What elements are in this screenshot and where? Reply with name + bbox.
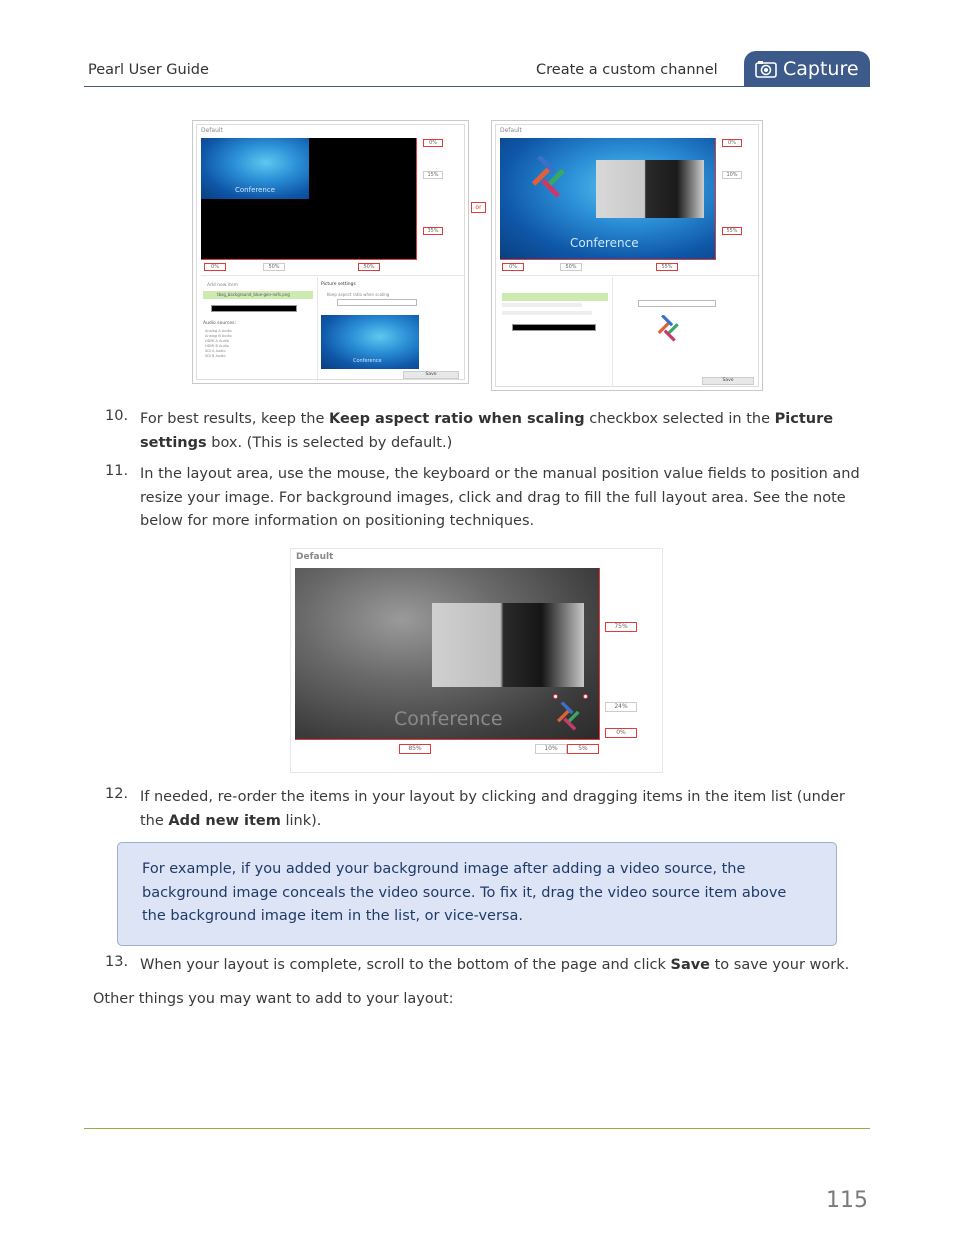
- step-number: 13.: [105, 954, 129, 970]
- step-text-part: checkbox selected in the: [584, 411, 775, 427]
- step-text: [140, 954, 860, 978]
- add-item-link: Add new item: [207, 283, 239, 288]
- step-bold-term: Picture settings: [140, 411, 834, 451]
- keep-aspect-label: Keep aspect ratio when scaling: [327, 292, 390, 297]
- closing-text: Other things you may want to add to your layout:: [93, 991, 454, 1007]
- bottom-field: 85%: [399, 744, 431, 754]
- right-field: 24%: [605, 702, 637, 712]
- step-text-part: to save your work.: [710, 957, 850, 973]
- color-select: [512, 324, 596, 331]
- image-select: [638, 300, 716, 307]
- audio-sources-label: Audio sources:: [203, 321, 237, 326]
- right-field: 0%: [423, 139, 443, 147]
- audio-item: HDMI B Audio: [205, 344, 229, 348]
- color-select: [211, 305, 297, 312]
- bottom-field: 10%: [535, 744, 567, 754]
- step-text-part: link).: [280, 812, 322, 829]
- bottom-field: 55%: [656, 263, 678, 271]
- right-field: 35%: [423, 227, 443, 235]
- layout-screenshot-2: [290, 548, 663, 773]
- video-thumb-grey: [432, 603, 584, 687]
- bottom-field: 50%: [560, 263, 582, 271]
- picture-preview: [321, 315, 419, 369]
- step-bold-term: Save: [670, 957, 711, 973]
- right-field: 15%: [423, 171, 443, 179]
- epiphan-logo: [526, 156, 570, 200]
- right-field: 55%: [722, 227, 742, 235]
- list-item-label: tbsg_background_blue-gen-nofs.png: [217, 292, 290, 297]
- save-button: [403, 371, 459, 379]
- layout-title: Default: [500, 127, 522, 134]
- image-select: [337, 299, 417, 306]
- canvas-border-right: [715, 138, 716, 260]
- save-button: [702, 377, 754, 385]
- bottom-field: 50%: [358, 263, 380, 271]
- layout-canvas: [500, 138, 716, 260]
- step-number: 10.: [105, 408, 129, 424]
- step-text: In the layout area, use the mouse, the keyboard or the manual position value fields to position and resize your image. For background images, click and drag to fill the full layout area. See the note below for more information on positioning techniques.: [140, 466, 860, 529]
- step-number: 11.: [105, 463, 129, 479]
- canvas-border-right: [416, 138, 417, 260]
- list-item-selected: [203, 291, 313, 299]
- divider: [500, 275, 760, 276]
- list-item-selected: [502, 293, 608, 301]
- preview-overlay-text: Conference: [353, 358, 382, 364]
- overlay-text: Conference: [394, 708, 503, 730]
- save-button-label: Save: [722, 378, 734, 383]
- page-number: 115: [826, 1188, 868, 1213]
- canvas-border-right: [599, 568, 600, 740]
- canvas-border-bottom: [201, 259, 417, 260]
- bottom-field: 0%: [502, 263, 524, 271]
- step-bold-term: Keep aspect ratio when scaling: [328, 411, 585, 427]
- or-label: or: [471, 202, 486, 213]
- background-image-thumb: [201, 138, 309, 199]
- layout-canvas-grey: [295, 568, 600, 740]
- layout-screenshot-right: [491, 120, 763, 391]
- epiphan-logo: [553, 702, 583, 732]
- footer-rule: [84, 1128, 870, 1129]
- camera-icon: [755, 60, 777, 78]
- right-field: 0%: [605, 728, 637, 738]
- divider: [201, 275, 465, 276]
- step-text-part: If needed, re-order the items in your layout by clicking and dragging items in the item list (under the: [140, 789, 845, 829]
- right-field: 0%: [722, 139, 742, 147]
- step-bold-term: Add new item: [168, 812, 281, 829]
- audio-item: SDI B Audio: [205, 354, 226, 358]
- step-text-part: box. (This is selected by default.): [206, 434, 453, 451]
- step-text-part: For best results, keep the: [140, 411, 329, 427]
- audio-item: Analog A Audio: [205, 329, 232, 333]
- note-box: [117, 842, 837, 946]
- audio-item: SDI A Audio: [205, 349, 226, 353]
- video-thumb: [596, 160, 704, 218]
- picture-preview-logo: [654, 315, 682, 343]
- audio-item: Analog B Audio: [205, 334, 232, 338]
- overlay-text: Conference: [235, 186, 276, 194]
- list-item: [502, 311, 592, 315]
- layout-screenshot-left: [192, 120, 469, 384]
- capture-tab: [744, 51, 870, 87]
- section-title: Create a custom channel: [536, 62, 718, 78]
- picture-settings-title: Picture settings: [321, 282, 356, 287]
- capture-tab-label: Capture: [783, 58, 859, 80]
- bottom-field: 0%: [204, 263, 226, 271]
- layout-title: Default: [296, 552, 334, 562]
- canvas-border-bottom: [295, 739, 600, 740]
- step-text-part: When your layout is complete, scroll to the bottom of the page and click: [140, 957, 671, 973]
- bottom-field: 50%: [263, 263, 285, 271]
- right-field: 75%: [605, 622, 637, 632]
- right-field: 10%: [722, 171, 742, 179]
- guide-title: Pearl User Guide: [88, 62, 209, 78]
- layout-title: Default: [201, 127, 223, 134]
- note-text: For example, if you added your background image after adding a video source, the background image conceals the video source. To fix it, drag the video source item above the background image item in the list, or vice-versa.: [142, 861, 787, 924]
- step-number: 12.: [105, 786, 129, 802]
- audio-item: HDMI A Audio: [205, 339, 229, 343]
- bottom-field: 5%: [567, 744, 599, 754]
- canvas-border-bottom: [500, 259, 716, 260]
- resize-handle: [553, 694, 558, 699]
- list-item: [502, 303, 582, 307]
- divider-vertical: [317, 277, 318, 381]
- divider-vertical: [612, 277, 613, 387]
- step-text: [140, 786, 860, 833]
- overlay-text: Conference: [570, 236, 639, 250]
- save-button-label: Save: [425, 372, 437, 377]
- step-text: [140, 408, 860, 455]
- resize-handle: [583, 694, 588, 699]
